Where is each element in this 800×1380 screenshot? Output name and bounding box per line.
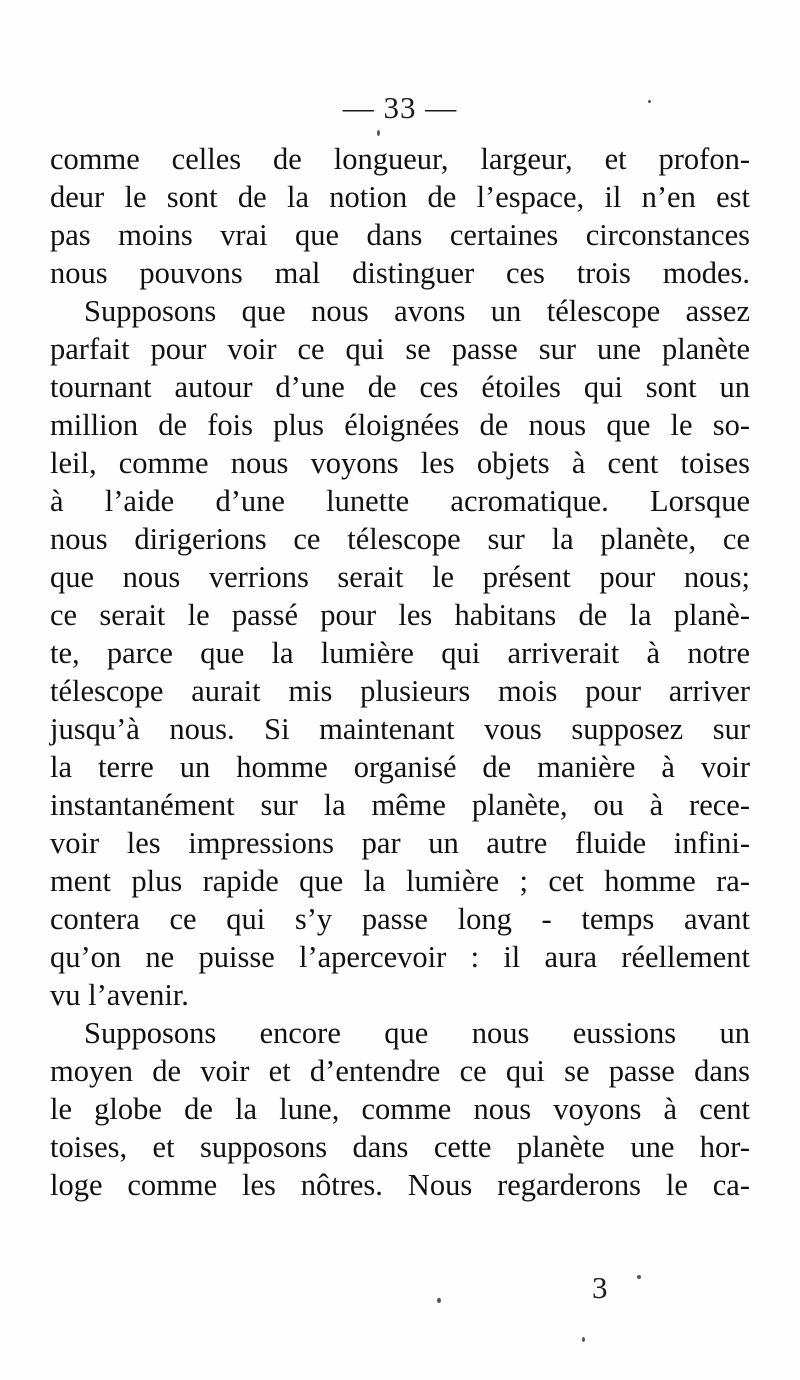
text-line: qu’on ne puisse l’apercevoir : il aura réellement [50, 940, 750, 974]
text-line: que nous verrions serait le présent pour nous; [50, 560, 750, 594]
text-line: comme celles de longueur, largeur, et profon- [50, 142, 750, 176]
text-line: télescope aurait mis plusieurs mois pour arriver [50, 674, 750, 708]
text-line: instantanément sur la même planète, ou à rece- [50, 788, 750, 822]
text-line: à l’aide d’une lunette acromatique. Lorsque [50, 484, 750, 518]
signature-mark: 3 [592, 1270, 608, 1305]
text-line: la terre un homme organisé de manière à voir [50, 750, 750, 784]
paragraph-start-line: Supposons encore que nous eussions un [84, 1016, 750, 1050]
text-line: voir les impressions par un autre fluide infini- [50, 826, 750, 860]
text-line: tournant autour d’une de ces étoiles qui sont un [50, 370, 750, 404]
text-line: toises, et supposons dans cette planète une hor- [50, 1130, 750, 1164]
paper-speck [377, 130, 380, 136]
text-line: leil, comme nous voyons les objets à cent toises [50, 446, 750, 480]
text-line: nous dirigerions ce télescope sur la planète, ce [50, 522, 750, 556]
text-line: pas moins vrai que dans certaines circonstances [50, 218, 750, 252]
text-line: jusqu’à nous. Si maintenant vous supposez sur [50, 712, 750, 746]
paper-speck [582, 1337, 585, 1342]
text-line: deur le sont de la notion de l’espace, il n’en est [50, 180, 750, 214]
text-line: contera ce qui s’y passe long - temps avant [50, 902, 750, 936]
text-line: million de fois plus éloignées de nous que le so- [50, 408, 750, 442]
text-line: le globe de la lune, comme nous voyons à cent [50, 1092, 750, 1126]
text-line: te, parce que la lumière qui arriverait à notre [50, 636, 750, 670]
paper-speck [637, 1275, 641, 1279]
paragraph-start-line: Supposons que nous avons un télescope assez [84, 294, 750, 328]
paper-speck [648, 100, 651, 103]
text-line: ment plus rapide que la lumière ; cet homme ra- [50, 864, 750, 898]
text-line: ce serait le passé pour les habitans de la planè- [50, 598, 750, 632]
text-line: loge comme les nôtres. Nous regarderons le ca- [50, 1168, 750, 1202]
paper-speck [437, 1298, 441, 1303]
paragraph-end-line: vu l’avenir. [50, 978, 189, 1012]
text-line: moyen de voir et d’entendre ce qui se passe dans [50, 1054, 750, 1088]
text-line: nous pouvons mal distinguer ces trois modes. [50, 256, 750, 290]
page-number: — 33 — [342, 90, 458, 125]
text-line: parfait pour voir ce qui se passe sur une planète [50, 332, 750, 366]
